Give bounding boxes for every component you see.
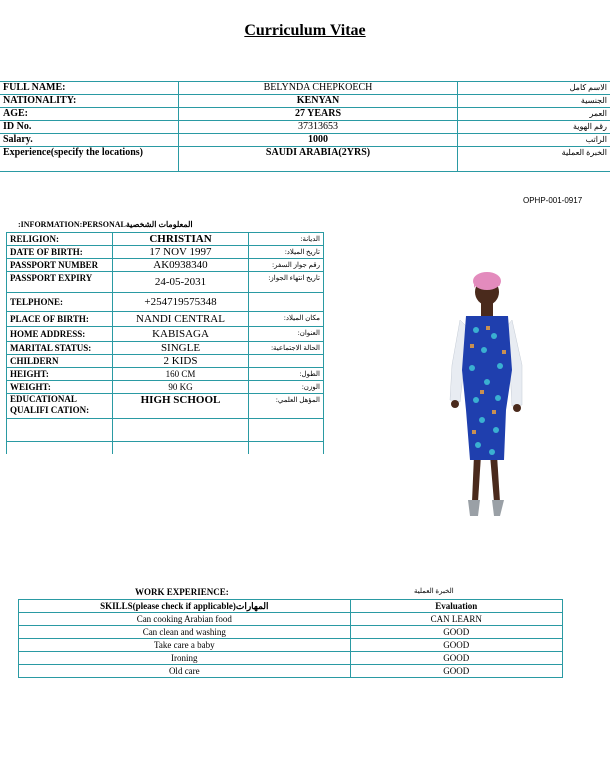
age-value: 27 YEARS <box>179 108 458 121</box>
table-row <box>7 293 324 312</box>
experience-label: Experience(specify the locations) <box>0 147 179 172</box>
skill-evaluation: GOOD <box>350 626 562 639</box>
education-label: EDUCATIONAL QUALIFI CATION: <box>7 394 113 419</box>
skill-evaluation: GOOD <box>350 665 562 678</box>
passport-number-value: AK0938340 <box>113 259 249 272</box>
table-row <box>7 327 324 342</box>
dob-arabic: :تاريخ الميلاد <box>249 246 324 259</box>
candidate-photo <box>442 270 532 520</box>
telephone-arabic <box>249 293 324 312</box>
empty-cell <box>7 442 113 455</box>
place-of-birth-label: PLACE OF BIRTH: <box>7 312 113 327</box>
weight-value: 90 KG <box>113 381 249 394</box>
personal-info-heading-ar: المعلومات الشخصية <box>125 220 193 229</box>
table-row <box>0 121 610 134</box>
skill-evaluation: CAN LEARN <box>350 613 562 626</box>
skills-column-header: SKILLS(please check if applicable)المهارات <box>19 600 351 613</box>
marital-status-label: MARITAL STATUS: <box>7 342 113 355</box>
religion-value: CHRISTIAN <box>113 233 249 246</box>
weight-arabic: :الوزن <box>249 381 324 394</box>
table-header-row <box>19 600 563 613</box>
religion-label: RELIGION: <box>7 233 113 246</box>
personal-info-table <box>6 232 324 454</box>
skill-evaluation: GOOD <box>350 639 562 652</box>
marital-status-value: SINGLE <box>113 342 249 355</box>
telephone-value: +254719575348 <box>113 293 249 312</box>
skill-name: Ironing <box>19 652 351 665</box>
dob-label: DATE OF BIRTH: <box>7 246 113 259</box>
personal-info-heading-en: :INFORMATION:PERSONAL <box>18 220 126 229</box>
passport-expiry-value: 24-05-2031 <box>113 272 249 293</box>
salary-label: Salary. <box>0 134 179 147</box>
height-value: 160 CM <box>113 368 249 381</box>
table-row <box>19 613 563 626</box>
skill-name: Old care <box>19 665 351 678</box>
home-address-label: HOME ADDRESS: <box>7 327 113 342</box>
skill-name: Can cooking Arabian food <box>19 613 351 626</box>
home-address-arabic: :العنوان <box>249 327 324 342</box>
passport-number-label: PASSPORT NUMBER <box>7 259 113 272</box>
weight-label: WEIGHT: <box>7 381 113 394</box>
personal-info-heading <box>18 220 193 229</box>
salary-value: 1000 <box>179 134 458 147</box>
children-label: CHILDERN <box>7 355 113 368</box>
height-label: HEIGHT: <box>7 368 113 381</box>
work-experience-heading: WORK EXPERIENCE: <box>135 587 229 597</box>
telephone-label: TELPHONE: <box>7 293 113 312</box>
table-row <box>7 419 324 442</box>
passport-number-arabic: :رقم جواز السفر <box>249 259 324 272</box>
table-row <box>0 134 610 147</box>
place-of-birth-value: NANDI CENTRAL <box>113 312 249 327</box>
salary-arabic: الراتب <box>458 134 610 147</box>
table-row <box>7 342 324 355</box>
skills-table <box>18 599 563 678</box>
table-row <box>7 368 324 381</box>
table-row <box>7 442 324 455</box>
passport-expiry-label: PASSPORT EXPIRY <box>7 272 113 293</box>
id-label: ID No. <box>0 121 179 134</box>
height-arabic: :الطول <box>249 368 324 381</box>
table-row <box>0 95 610 108</box>
skill-name: Can clean and washing <box>19 626 351 639</box>
age-label: AGE: <box>0 108 179 121</box>
religion-arabic: :الديانة <box>249 233 324 246</box>
table-row <box>19 665 563 678</box>
empty-cell <box>249 442 324 455</box>
document-title: Curriculum Vitae <box>244 22 366 39</box>
skill-evaluation: GOOD <box>350 652 562 665</box>
dob-value: 17 NOV 1997 <box>113 246 249 259</box>
evaluation-column-header: Evaluation <box>350 600 562 613</box>
nationality-arabic: الجنسية <box>458 95 610 108</box>
table-row <box>19 652 563 665</box>
id-arabic: رقم الهوية <box>458 121 610 134</box>
table-row <box>7 312 324 327</box>
place-of-birth-arabic: :مكان الميلاد <box>249 312 324 327</box>
education-value: HIGH SCHOOL <box>113 394 249 419</box>
table-row <box>19 626 563 639</box>
full-name-arabic: الاسم كامل <box>458 82 610 95</box>
table-row <box>7 259 324 272</box>
empty-cell <box>113 442 249 455</box>
table-row <box>7 233 324 246</box>
table-row <box>7 394 324 419</box>
children-value: 2 KIDS <box>113 355 249 368</box>
basic-info-table <box>0 81 610 172</box>
full-name-value: BELYNDA CHEPKOECH <box>179 82 458 95</box>
table-row <box>7 246 324 259</box>
reference-code: OPHP-001-0917 <box>523 196 583 205</box>
table-row <box>0 147 610 172</box>
marital-status-arabic: :الحالة الاجتماعية <box>249 342 324 355</box>
table-row <box>0 82 610 95</box>
skill-name: Take care a baby <box>19 639 351 652</box>
work-experience-heading-ar: الخبرة العملية <box>414 587 454 595</box>
children-arabic <box>249 355 324 368</box>
nationality-value: KENYAN <box>179 95 458 108</box>
nationality-label: NATIONALITY: <box>0 95 179 108</box>
table-row <box>7 381 324 394</box>
education-arabic: :المؤهل العلمي <box>249 394 324 419</box>
experience-arabic: الخبرة العملية <box>458 147 610 172</box>
experience-value: SAUDI ARABIA(2YRS) <box>179 147 458 172</box>
table-row <box>7 355 324 368</box>
empty-cell <box>249 419 324 442</box>
table-row <box>7 272 324 293</box>
table-row <box>19 639 563 652</box>
age-arabic: العمر <box>458 108 610 121</box>
empty-cell <box>7 419 113 442</box>
empty-cell <box>113 419 249 442</box>
home-address-value: KABISAGA <box>113 327 249 342</box>
id-value: 37313653 <box>179 121 458 134</box>
table-row <box>0 108 610 121</box>
passport-expiry-arabic: :تاريخ انتهاء الجواز <box>249 272 324 293</box>
full-name-label: FULL NAME: <box>0 82 179 95</box>
